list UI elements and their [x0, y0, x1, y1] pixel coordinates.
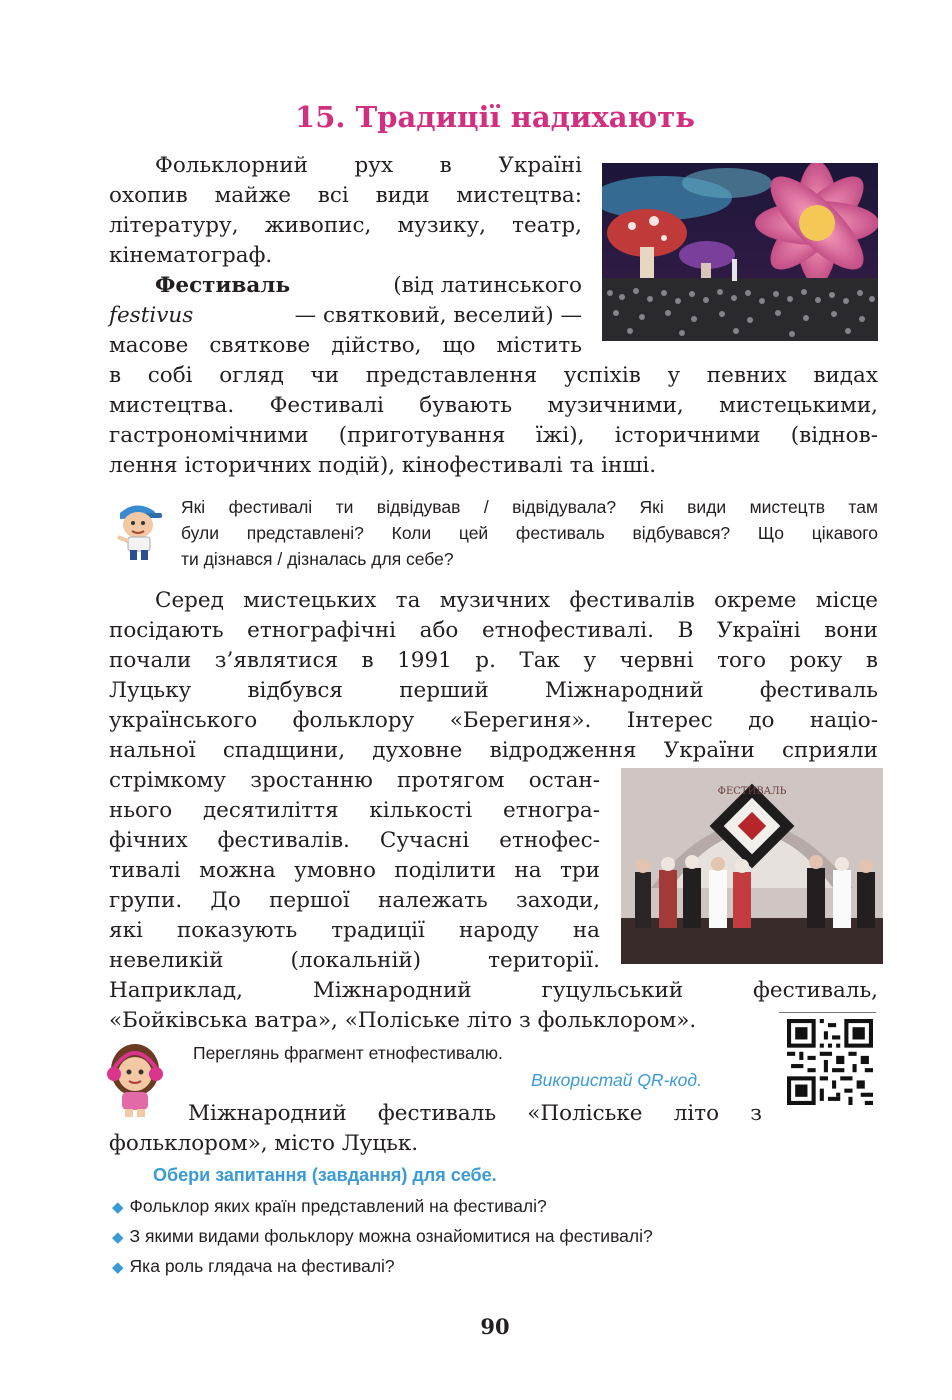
text-span: — святковий, веселий) —: [294, 303, 582, 328]
text-line: фічних фестивалів. Сучасні етнофес-: [109, 828, 600, 853]
text-line: українського фольклору «Берегиня». Інтерес до націо-: [109, 708, 878, 733]
question-line: були представлені? Коли цей фестиваль відбувався? Що цікавого: [181, 523, 878, 543]
text-line: Міжнародний фестиваль «Поліське літо з: [188, 1101, 762, 1126]
task-item[interactable]: [112, 1222, 653, 1252]
text-line: нього десятиліття кількості етногра-: [109, 798, 600, 823]
text-line: групи. До першої належать заходи,: [109, 888, 600, 913]
text-line: лення історичних подій), кінофестивалі та інші.: [109, 453, 657, 478]
task-text: З якими видами фольклору можна ознайомитися на фестивалі?: [129, 1226, 653, 1246]
boy-character-icon: [108, 497, 166, 563]
qr-code[interactable]: [779, 1012, 876, 1103]
task-text: Яка роль глядача на фестивалі?: [129, 1256, 395, 1276]
video-prompt: Переглянь фрагмент етнофестивалю.: [193, 1043, 503, 1063]
diamond-bullet-icon: ◆: [112, 1259, 124, 1276]
text-line: Фольклорний рух в Україні: [155, 153, 582, 178]
page-title: 15. Традиції надихають: [295, 100, 695, 134]
text-line: Наприклад, Міжнародний гуцульський фестиваль,: [109, 978, 878, 1003]
diamond-bullet-icon: ◆: [112, 1199, 124, 1216]
text-line: Луцьку відбувся перший Міжнародний фестиваль: [109, 678, 878, 703]
text-line: гастрономічними (приготування їжі), історичними (віднов-: [109, 423, 878, 448]
text-line: нальної спадщини, духовне відродження України сприяли: [109, 738, 878, 763]
text-line: почали з’являтися в 1991 р. Так у червні того року в: [109, 648, 878, 673]
girl-character-icon: [104, 1038, 166, 1118]
concert-photo: [602, 163, 878, 341]
folk-ensemble-photo: [621, 768, 883, 964]
task-text: Фольклор яких країн представлений на фестивалі?: [129, 1196, 547, 1216]
qr-code-icon: [787, 1019, 873, 1105]
text-line: фольклором», місто Луцьк.: [109, 1131, 419, 1156]
text-line: які показують традиції народу на: [109, 918, 600, 943]
text-line: літературу, живопис, музику, театр,: [109, 213, 582, 238]
text-line: Серед мистецьких та музичних фестивалів окреме місце: [155, 588, 878, 613]
banner-text: ФЕСТИВАЛЬ: [717, 786, 787, 797]
question-line: ти дізнався / дізналась для себе?: [181, 549, 454, 569]
qr-hint: Використай QR-код.: [531, 1070, 702, 1090]
text-line: стрімкому зростанню протягом остан-: [109, 768, 600, 793]
question-line: Які фестивалі ти відвідував / відвідувала? Які види мистецтв там: [181, 497, 878, 517]
term-festival: Фестиваль: [155, 273, 291, 298]
task-item[interactable]: [112, 1192, 653, 1222]
term-festivus: festivus: [109, 303, 194, 328]
task-item[interactable]: [112, 1252, 653, 1282]
page-number: 90: [480, 1314, 510, 1339]
text-line: мистецтва. Фестивалі бувають музичними, мистецькими,: [109, 393, 878, 418]
text-line: масове святкове дійство, що містить: [109, 333, 582, 358]
text-line: [155, 271, 582, 301]
text-line: «Бойківська ватра», «Поліське літо з фольклором».: [109, 1008, 697, 1033]
text-span: (від латинського: [393, 273, 582, 298]
text-line: [109, 301, 582, 331]
text-line: невеликій (локальній) території.: [109, 948, 600, 973]
text-line: тивалі можна умовно поділити на три: [109, 858, 600, 883]
diamond-bullet-icon: ◆: [112, 1229, 124, 1246]
tasks-heading: Обери запитання (завдання) для себе.: [153, 1165, 497, 1185]
text-line: в собі огляд чи представлення успіхів у певних видах: [109, 363, 878, 388]
text-line: кінематограф.: [109, 243, 273, 268]
tasks-list: [112, 1192, 653, 1282]
concert-illustration: [602, 163, 878, 341]
text-line: посідають етнографічні або етнофестивалі. В Україні вони: [109, 618, 878, 643]
text-line: охопив майже всі види мистецтва:: [109, 183, 582, 208]
